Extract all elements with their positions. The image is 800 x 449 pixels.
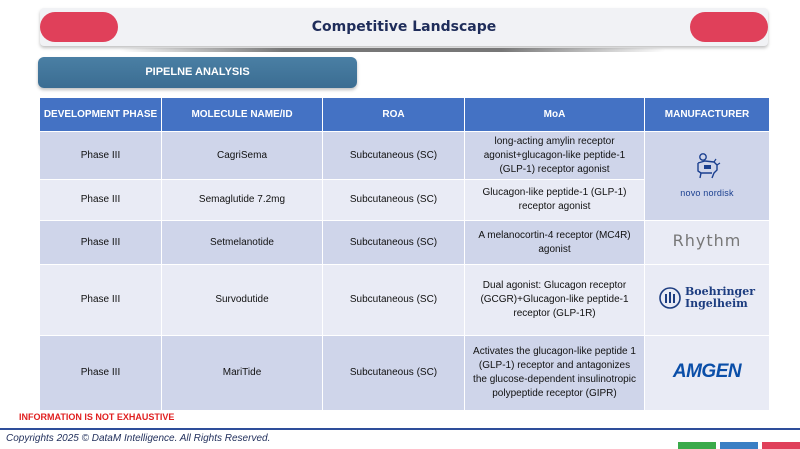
cell-molecule: Setmelanotide bbox=[162, 221, 323, 265]
cell-moa: A melanocortin-4 receptor (MC4R) agonist bbox=[465, 221, 645, 265]
table-header-row bbox=[40, 98, 770, 132]
boehringer-wordmark-line2: Ingelheim bbox=[684, 297, 748, 310]
cell-phase: Phase III bbox=[40, 265, 162, 336]
table-row bbox=[40, 221, 770, 265]
cell-manufacturer bbox=[645, 221, 770, 265]
column-header-phase: DEVELOPMENT PHASE bbox=[40, 98, 162, 132]
footer-copyright: Copyrights 2025 © DataM Intelligence. All Rights Reserved. bbox=[6, 433, 271, 444]
cell-phase: Phase III bbox=[40, 180, 162, 221]
cell-roa: Subcutaneous (SC) bbox=[323, 265, 465, 336]
footer-divider bbox=[0, 428, 800, 430]
cell-manufacturer bbox=[645, 336, 770, 411]
footer-bar-green bbox=[678, 442, 716, 449]
cell-phase: Phase III bbox=[40, 221, 162, 265]
cell-manufacturer bbox=[645, 265, 770, 336]
table-row bbox=[40, 336, 770, 411]
novo-nordisk-logo bbox=[680, 151, 733, 200]
column-header-molecule: MOLECULE NAME/ID bbox=[162, 98, 323, 132]
column-header-manufacturer: MANUFACTURER bbox=[645, 98, 770, 132]
cell-phase: Phase III bbox=[40, 132, 162, 180]
table-row bbox=[40, 132, 770, 180]
cell-moa: Glucagon-like peptide-1 (GLP-1) receptor agonist bbox=[465, 180, 645, 221]
cell-roa: Subcutaneous (SC) bbox=[323, 180, 465, 221]
pipeline-table bbox=[39, 97, 770, 411]
novo-nordisk-wordmark: novo nordisk bbox=[680, 188, 734, 198]
cell-molecule: Semaglutide 7.2mg bbox=[162, 180, 323, 221]
cell-moa: long-acting amylin receptor agonist+glucagon-like peptide-1 (GLP-1) receptor agonist bbox=[465, 132, 645, 180]
cell-roa: Subcutaneous (SC) bbox=[323, 336, 465, 411]
column-header-roa: ROA bbox=[323, 98, 465, 132]
section-tab-label: PIPELNE ANALYSIS bbox=[145, 66, 250, 78]
cell-molecule: Survodutide bbox=[162, 265, 323, 336]
page-title: Competitive Landscape bbox=[311, 19, 497, 35]
boehringer-building-icon bbox=[659, 287, 681, 309]
rhythm-logo: Rhythm bbox=[672, 231, 742, 250]
cell-molecule: MariTide bbox=[162, 336, 323, 411]
boehringer-ingelheim-logo bbox=[659, 286, 755, 310]
footer-bar-red bbox=[762, 442, 800, 449]
disclaimer-note: INFORMATION IS NOT EXHAUSTIVE bbox=[19, 412, 175, 422]
cell-moa: Activates the glucagon-like peptide 1 (GLP-1) receptor and antagonizes the glucose-dependent insulinotropic polypeptide receptor (GIPR) bbox=[465, 336, 645, 411]
cell-manufacturer bbox=[645, 132, 770, 221]
cell-phase: Phase III bbox=[40, 336, 162, 411]
boehringer-wordmark-line1: Boehringer bbox=[684, 285, 756, 298]
cell-roa: Subcutaneous (SC) bbox=[323, 221, 465, 265]
cell-molecule: CagriSema bbox=[162, 132, 323, 180]
column-header-moa: MoA bbox=[465, 98, 645, 132]
cell-roa: Subcutaneous (SC) bbox=[323, 132, 465, 180]
amgen-logo: AMGEN bbox=[672, 360, 742, 382]
apis-bull-icon bbox=[692, 151, 722, 181]
title-underline bbox=[120, 48, 665, 52]
table-row bbox=[40, 265, 770, 336]
cell-moa: Dual agonist: Glucagon receptor (GCGR)+Glucagon-like peptide-1 receptor (GLP-1R) bbox=[465, 265, 645, 336]
footer-bar-blue bbox=[720, 442, 758, 449]
